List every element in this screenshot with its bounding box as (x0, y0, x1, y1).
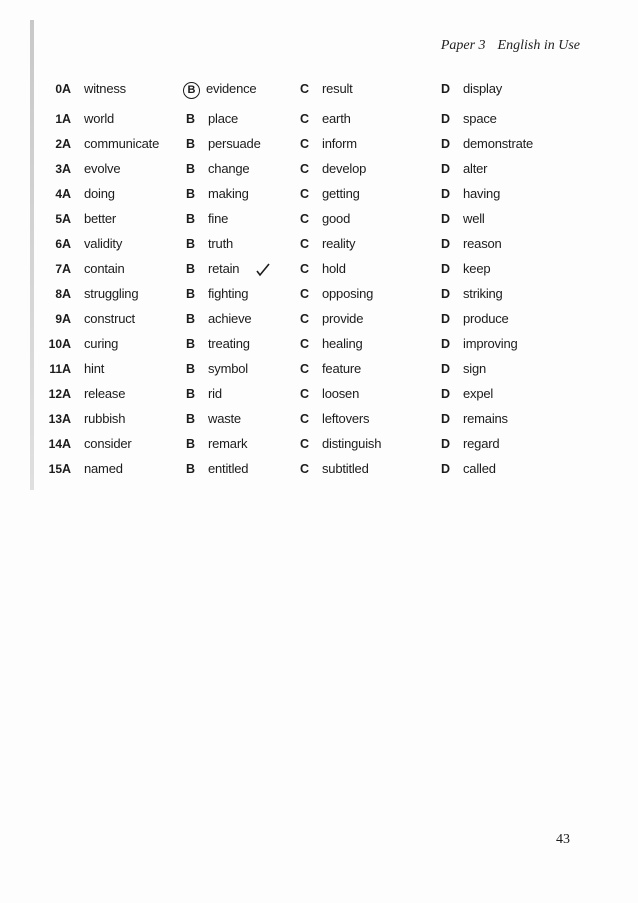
option-c (300, 386, 359, 401)
option-b (186, 261, 239, 276)
option-d (441, 211, 485, 226)
option-b (186, 336, 250, 351)
option-letter: B (186, 362, 196, 376)
option-letter: A (62, 137, 72, 151)
question-number: 3 (55, 162, 62, 176)
option-letter: D (441, 387, 451, 401)
option-letter: A (62, 362, 72, 376)
option-letter: A (62, 187, 72, 201)
option-word: subtitled (322, 461, 369, 476)
option-word: called (463, 461, 496, 476)
option-d (441, 386, 493, 401)
option-letter: A (62, 287, 72, 301)
question-number: 5 (55, 212, 62, 226)
option-d (441, 161, 487, 176)
option-d (441, 311, 509, 326)
option-word: rid (208, 386, 222, 401)
option-word: retain (208, 261, 240, 276)
option-c (300, 411, 369, 426)
option-a (62, 261, 125, 276)
question-number: 12 (48, 387, 62, 401)
option-b (186, 411, 241, 426)
option-word: inform (322, 136, 357, 151)
option-b (186, 461, 248, 476)
question-row (0, 283, 638, 308)
option-letter: B (186, 412, 196, 426)
option-b (186, 211, 228, 226)
question-number: 11 (49, 362, 62, 376)
option-a (62, 361, 104, 376)
option-letter: C (300, 437, 310, 451)
option-a (62, 286, 138, 301)
option-a (62, 336, 118, 351)
option-c (300, 211, 350, 226)
option-word: regard (463, 436, 500, 451)
option-word: construct (84, 311, 135, 326)
option-letter: C (300, 362, 310, 376)
option-letter: A (62, 387, 72, 401)
question-row (0, 458, 638, 483)
option-word: feature (322, 361, 362, 376)
section-title: English in Use (497, 38, 580, 53)
option-word: fighting (208, 286, 249, 301)
option-word: getting (322, 186, 360, 201)
option-word: change (208, 161, 250, 176)
option-letter: D (441, 82, 451, 96)
option-word: result (322, 81, 353, 96)
option-a (62, 236, 122, 251)
option-word: space (463, 111, 497, 126)
option-letter: A (62, 82, 72, 96)
option-word: expel (463, 386, 494, 401)
option-word: display (463, 81, 503, 96)
option-letter: D (441, 162, 451, 176)
question-row (0, 358, 638, 383)
circled-answer-letter: B (183, 82, 200, 99)
option-a (62, 211, 116, 226)
answer-options-list (0, 78, 638, 483)
option-word: loosen (322, 386, 360, 401)
question-number: 6 (55, 237, 62, 251)
option-d (441, 261, 490, 276)
option-word: doing (84, 186, 115, 201)
option-word: distinguish (322, 436, 382, 451)
question-row (0, 208, 638, 233)
option-word: opposing (322, 286, 374, 301)
option-word: achieve (208, 311, 252, 326)
option-word: sign (463, 361, 487, 376)
option-letter: A (62, 437, 72, 451)
option-letter: D (441, 237, 451, 251)
option-word: hint (84, 361, 105, 376)
question-number: 8 (55, 287, 62, 301)
option-letter: D (441, 112, 451, 126)
option-letter: A (62, 462, 72, 476)
option-letter: D (441, 437, 451, 451)
question-row (0, 183, 638, 208)
option-letter: C (300, 262, 310, 276)
option-word: produce (463, 311, 509, 326)
option-a (62, 136, 159, 151)
option-word: having (463, 186, 501, 201)
question-number: 7 (55, 262, 62, 276)
option-word: good (322, 211, 351, 226)
option-word: symbol (208, 361, 248, 376)
option-word: demonstrate (463, 136, 534, 151)
option-word: hold (322, 261, 346, 276)
question-number: 1 (55, 112, 62, 126)
option-b (186, 361, 248, 376)
option-word: entitled (208, 461, 249, 476)
option-a (62, 411, 125, 426)
option-d (441, 236, 502, 251)
option-c (300, 336, 363, 351)
question-row (0, 108, 638, 133)
option-word: healing (322, 336, 363, 351)
option-b (186, 311, 251, 326)
option-letter: B (186, 387, 196, 401)
question-row (0, 258, 638, 283)
option-d (441, 336, 518, 351)
option-word: improving (463, 336, 518, 351)
option-c (300, 111, 351, 126)
option-word: better (84, 211, 117, 226)
option-word: consider (84, 436, 132, 451)
option-word: remark (208, 436, 248, 451)
option-word: keep (463, 261, 491, 276)
option-a (62, 81, 126, 96)
question-row (0, 158, 638, 183)
question-number: 10 (48, 337, 62, 351)
option-letter: D (441, 462, 451, 476)
option-letter: D (441, 362, 451, 376)
question-row (0, 383, 638, 408)
option-a (62, 111, 114, 126)
option-d (441, 461, 496, 476)
option-word: waste (208, 411, 241, 426)
question-number: 15 (48, 462, 62, 476)
option-letter: C (300, 162, 310, 176)
option-letter: D (441, 412, 451, 426)
option-c (300, 311, 363, 326)
option-letter: B (186, 187, 196, 201)
option-letter: B (186, 237, 196, 251)
option-b (186, 136, 261, 151)
option-b (186, 436, 247, 451)
option-d (441, 411, 508, 426)
option-letter: C (300, 212, 310, 226)
option-letter: D (441, 262, 451, 276)
option-letter: D (441, 337, 451, 351)
option-a (62, 386, 125, 401)
option-letter: B (186, 337, 196, 351)
option-c (300, 361, 361, 376)
option-letter: A (62, 412, 72, 426)
option-letter: C (300, 337, 310, 351)
option-word: validity (84, 236, 123, 251)
option-letter: B (186, 462, 196, 476)
option-b (186, 386, 222, 401)
option-letter: C (300, 387, 310, 401)
option-letter: B (186, 437, 196, 451)
question-number: 13 (48, 412, 62, 426)
option-c (300, 161, 366, 176)
option-word: evolve (84, 161, 121, 176)
option-letter: A (62, 162, 72, 176)
option-word: well (463, 211, 485, 226)
question-number: 14 (48, 437, 62, 451)
option-letter: D (441, 312, 451, 326)
option-word: contain (84, 261, 125, 276)
option-letter: A (62, 237, 72, 251)
option-letter: C (300, 82, 310, 96)
option-d (441, 436, 499, 451)
option-word: earth (322, 111, 351, 126)
page-number: 43 (556, 832, 570, 847)
option-word: remains (463, 411, 508, 426)
option-word: witness (84, 81, 126, 96)
option-word: treating (208, 336, 250, 351)
option-a (62, 186, 115, 201)
option-d (441, 186, 500, 201)
question-row (0, 308, 638, 333)
option-letter: A (62, 212, 72, 226)
paper-title: Paper 3 (440, 38, 486, 53)
page-header (441, 38, 580, 54)
option-letter: C (300, 412, 310, 426)
option-d (441, 286, 503, 301)
option-letter: A (62, 262, 72, 276)
option-a (62, 311, 135, 326)
option-letter: A (62, 312, 72, 326)
option-letter: D (441, 287, 451, 301)
option-letter: B (186, 137, 196, 151)
option-word: truth (208, 236, 234, 251)
question-row (0, 433, 638, 458)
option-word: communicate (84, 136, 160, 151)
option-word: leftovers (322, 411, 370, 426)
option-word: curing (84, 336, 119, 351)
option-letter: B (186, 287, 196, 301)
option-letter: D (441, 137, 451, 151)
option-letter: A (62, 112, 72, 126)
option-letter: B (186, 112, 196, 126)
option-letter: C (300, 312, 310, 326)
question-row (0, 408, 638, 433)
question-rows (0, 108, 638, 483)
option-letter: D (441, 212, 451, 226)
option-b (186, 161, 249, 176)
option-word: fine (208, 211, 229, 226)
option-word: making (208, 186, 249, 201)
option-letter: A (62, 337, 72, 351)
option-letter: D (441, 187, 451, 201)
option-letter: B (186, 162, 196, 176)
option-word: persuade (208, 136, 261, 151)
option-d (441, 136, 533, 151)
option-d (441, 361, 486, 376)
option-word: world (84, 111, 115, 126)
option-d (441, 111, 497, 126)
option-a (62, 461, 123, 476)
option-c (300, 436, 381, 451)
option-letter: C (300, 287, 310, 301)
question-number: 9 (55, 312, 62, 326)
option-letter: C (300, 112, 310, 126)
option-c (300, 461, 369, 476)
option-d (441, 81, 502, 96)
option-word: release (84, 386, 126, 401)
option-word: reality (322, 236, 356, 251)
option-word: striking (463, 286, 503, 301)
option-word: place (208, 111, 239, 126)
option-word: rubbish (84, 411, 126, 426)
option-b (186, 186, 249, 201)
question-row (0, 133, 638, 158)
example-row (0, 78, 638, 108)
question-row (0, 333, 638, 358)
option-letter: B (186, 262, 196, 276)
option-word: struggling (84, 286, 139, 301)
option-c (300, 81, 353, 96)
option-letter: C (300, 462, 310, 476)
question-number: 2 (55, 137, 62, 151)
option-b (186, 111, 238, 126)
option-word: reason (463, 236, 502, 251)
option-b (186, 236, 233, 251)
question-number: 0 (55, 82, 62, 96)
option-a (62, 436, 132, 451)
option-a (62, 161, 120, 176)
option-b (186, 286, 248, 301)
option-letter: C (300, 237, 310, 251)
option-word: named (84, 461, 123, 476)
option-letter: B (186, 212, 196, 226)
question-row (0, 233, 638, 258)
option-letter: B (186, 312, 196, 326)
option-c (300, 236, 355, 251)
option-word: alter (463, 161, 488, 176)
option-c (300, 261, 346, 276)
option-c (300, 186, 360, 201)
option-word: provide (322, 311, 364, 326)
option-letter: C (300, 137, 310, 151)
option-word: develop (322, 161, 367, 176)
option-letter: C (300, 187, 310, 201)
option-word: evidence (206, 81, 257, 96)
option-c (300, 136, 357, 151)
question-number: 4 (55, 187, 62, 201)
option-b (186, 81, 256, 99)
option-c (300, 286, 373, 301)
handwritten-tick-icon (255, 263, 271, 277)
